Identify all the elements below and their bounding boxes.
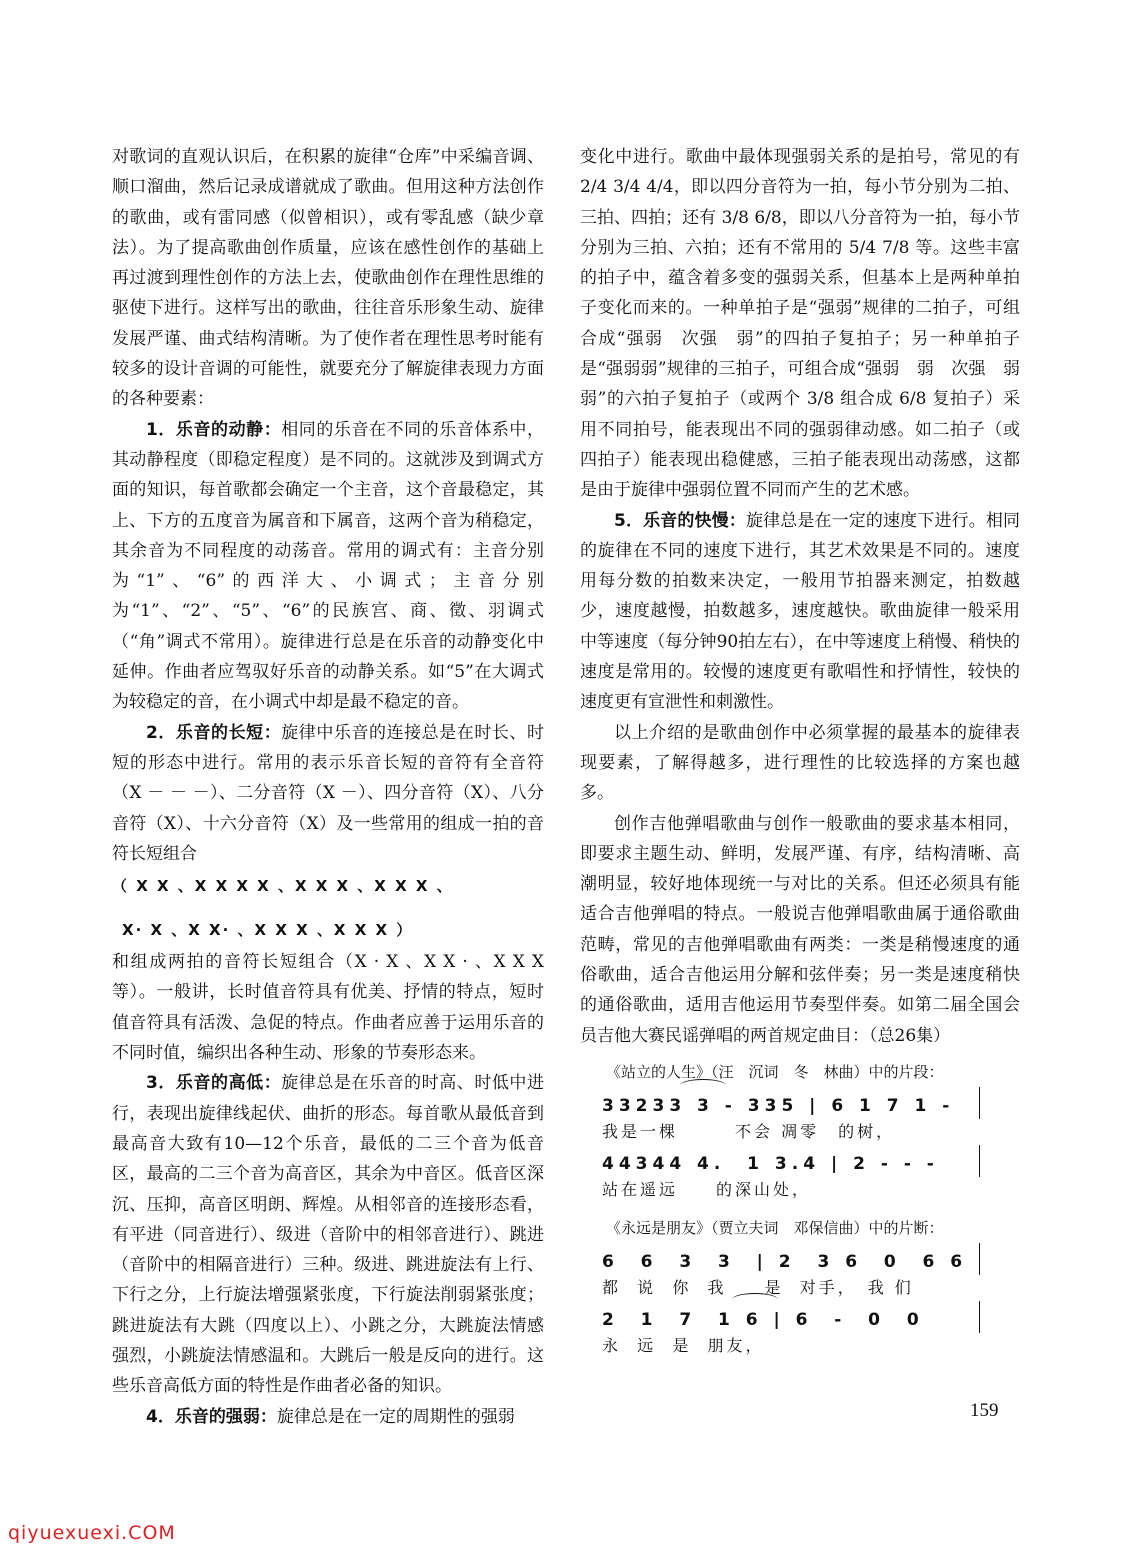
example-1-score-line-2 <box>602 1149 1020 1207</box>
section-1-title: 1．乐音的动静： <box>146 419 282 440</box>
section-4-text: 旋律总是在一定的周期性的强弱 <box>276 1406 515 1427</box>
section-2-title: 2．乐音的长短： <box>146 722 282 743</box>
section-3-title: 3．乐音的高低： <box>146 1073 282 1094</box>
section-2-paragraph <box>112 718 544 869</box>
score-notes: 44344 4. 1 3.4 | 2 - - - <box>602 1153 939 1174</box>
example-1-caption: 《站立的人生》（汪 沉词 冬 林曲）中的片段： <box>606 1062 944 1081</box>
section-4-text-continued: 变化中进行。歌曲中最体现强弱关系的是拍号，常见的有 2/4 3/4 4/4，即以四分音符为一拍，每小节分别为二拍、三拍、四拍；还有 3/8 6/8，即以八分音符为一拍，每小节分别为三拍、六拍；还有不常用的 5/4 7/8 等。这些丰富的拍子中，蕴含着多变的强弱关系，但基本上是两种单拍子变化而来的。一种单拍子是“强弱”规律的二拍子，可组合成“强弱 次强 弱”的四拍子复拍子；另一种单拍子是“强弱弱”规律的三拍子，可组合成“强弱 弱 次强 弱 弱”的六拍子复拍子（或两个 3/8 组合成 6/8 复拍子）采用不同拍号，能表现出不同的强弱律动感。如二拍子（或四拍子）能表现出稳健感，三拍子能表现出动荡感，这都是由于旋律中强弱位置不同而产生的艺术感。 <box>580 147 1037 501</box>
section-5-paragraph <box>580 506 1020 718</box>
score-notes: 2 1 7 1 6 | 6 - 0 0 <box>602 1309 924 1330</box>
score-notes: 6 6 3 3 | 2 3 6 0 6 6 <box>602 1251 968 1272</box>
score-lyrics: 我是一棵 不会 凋零 的树， <box>602 1121 896 1141</box>
barline <box>979 1301 980 1333</box>
section-5-title: 5．乐音的快慢： <box>614 510 746 531</box>
page-number: 159 <box>970 1400 999 1421</box>
section-3-text: 旋律总是在乐音的时高、时低中进行，表现出旋律线起伏、曲折的形态。每首歌从最低音到最高音大致有10—12个乐音，最低的二三个音为低音区，最高的二三个音为高音区，其余为中音区。低音区深沉、压抑，高音区明朗、辉煌。从相邻音的连接形态看，有平进（同音进行）、级进（音阶中的相邻音进行）、跳进（音阶中的相隔音进行）三种。级进、跳进旋法有上行、下行之分，上行旋法增强紧张度，下行旋法削弱紧张度；跳进旋法有大跳（四度以上）、小跳之分，大跳旋法情感强烈，小跳旋法情感温和。大跳后一般是反向的进行。这些乐音高低方面的特性是作曲者必备的知识。 <box>112 1073 544 1397</box>
section-3-paragraph <box>112 1068 544 1401</box>
left-column <box>112 142 544 1432</box>
score-notes: 33233 3 - 335 | 6 1 7 1 - <box>602 1095 955 1116</box>
intro-paragraph: 对歌词的直观认识后，在积累的旋律“仓库”中采编音调、顺口溜曲，然后记录成谱就成了歌曲。但用这种方法创作的歌曲，或有雷同感（似曾相识），或有零乱感（缺少章法）。为了提高歌曲创作质量，应该在感性创作的基础上再过渡到理性创作的方法上去，使歌曲创作在理性思维的驱使下进行。这样写出的歌曲，往往音乐形象生动、旋律发展严谨、曲式结构清晰。为了使作者在理性思考时能有较多的设计音调的可能性，就要充分了解旋律表现力方面的各种要素： <box>112 147 544 410</box>
example-1-score-line-1 <box>602 1091 1020 1149</box>
example-2-score-line-2 <box>602 1305 1020 1363</box>
rhythm-combination-line-1: （ X X 、X X X X 、X X X 、X X X 、 <box>112 877 454 896</box>
guitar-song-paragraph: 创作吉他弹唱歌曲与创作一般歌曲的要求基本相同，即要求主题生动、鲜明，发展严谨、有序，结构清晰、高潮明显，较好地体现统一与对比的关系。但还必须具有能适合吉他弹唱的特点。一般说吉他弹唱歌曲属于通俗歌曲范畴，常见的吉他弹唱歌曲有两类：一类是稍慢速度的通俗歌曲，适合吉他运用分解和弦伴奏；另一类是速度稍快的通俗歌曲，适用吉他运用节奏型伴奏。如第二届全国会员吉他大赛民谣弹唱的两首规定曲目：（总26集） <box>580 813 1020 1046</box>
section-2-text-continued: 和组成两拍的音符长短组合（X · X 、X X · 、X X X 等）。一般讲，长时值音符具有优美、抒情的特点，短时值音符具有活泼、急促的特点。作曲者应善于运用乐音的不同时值，编织出各种生动、形象的节奏形态来。 <box>112 952 544 1064</box>
site-watermark: qiyuexuexi.COM <box>8 1522 176 1544</box>
example-2-caption: 《永远是朋友》（贾立夫词 邓保信曲）中的片断： <box>606 1218 944 1237</box>
section-4-title: 4．乐音的强弱： <box>146 1406 277 1427</box>
section-1-paragraph <box>112 415 544 718</box>
right-column <box>580 142 1037 1363</box>
section-5-text: 旋律总是在一定的速度下进行。相同的旋律在不同的速度下进行，其艺术效果是不同的。速度用每分数的拍数来决定，一般用节拍器来测定，拍数越少，速度越慢，拍数越多，速度越快。歌曲旋律一般采用中等速度（每分钟90拍左右），在中等速度上稍慢、稍快的速度是常用的。较慢的速度更有歌唱性和抒情性，较快的速度更有宣泄性和刺激性。 <box>580 510 1020 713</box>
section-4-paragraph <box>112 1402 544 1432</box>
section-2-text: 旋律中乐音的连接总是在时长、时短的形态中进行。常用的表示乐音长短的音符有全音符（X － － －）、二分音符（X －）、四分音符（X）、八分音符（X）、十六分音符（X）及一些常用的组成一拍的音符长短组合 <box>112 722 544 864</box>
barline <box>979 1243 980 1275</box>
rhythm-combination-line-2: X· X 、X X· 、X X X 、X X X ） <box>122 921 414 940</box>
score-lyrics: 站在遥远 的深山处， <box>602 1179 812 1199</box>
barline <box>979 1145 980 1177</box>
summary-paragraph: 以上介绍的是歌曲创作中必须掌握的最基本的旋律表现要素，了解得越多，进行理性的比较选择的方案也越多。 <box>580 722 1020 804</box>
barline <box>979 1087 980 1119</box>
score-lyrics: 永 远 是 朋友， <box>602 1335 765 1355</box>
example-2-score-line-1 <box>602 1247 1020 1305</box>
score-lyrics: 都 说 你 我 是 对手， 我 们 <box>602 1277 914 1297</box>
section-1-text: 相同的乐音在不同的乐音体系中，其动静程度（即稳定程度）是不同的。这就涉及到调式方面的知识，每首歌都会确定一个主音，这个音最稳定，其上、下方的五度音为属音和下属音，这两个音为稍稳定，其余音为不同程度的动荡音。常用的调式有：主音分别为“1”、“6”的西洋大、小调式；主音分别为“1”、“2”、“5”、“6”的民族宫、商、徵、羽调式（“角”调式不常用）。旋律进行总是在乐音的动静变化中延伸。作曲者应驾驭好乐音的动静关系。如“5”在大调式为较稳定的音，在小调式中却是最不稳定的音。 <box>112 419 544 713</box>
